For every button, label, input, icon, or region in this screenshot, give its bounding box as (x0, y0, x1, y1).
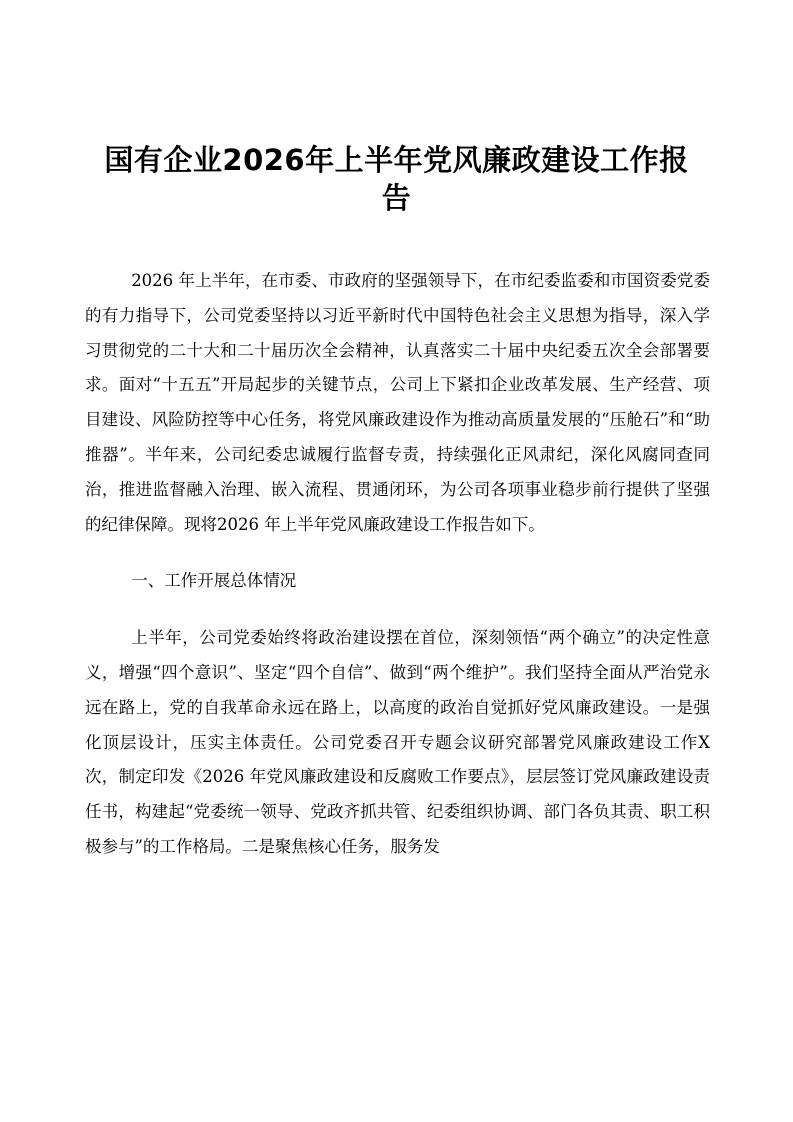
intro-paragraph: 2026 年上半年，在市委、市政府的坚强领导下，在市纪委监委和市国资委党委的有力指导下，公司党委坚持以习近平新时代中国特色社会主义思想为指导，深入学习贯彻党的二十大和二十届历次全会精神，认真落实二十届中央纪委五次全会部署要求。面对“十五五”开局起步的关键节点，公司上下紧扣企业改革发展、生产经营、项目建设、风险防控等中心任务，将党风廉政建设作为推动高质量发展的“压舱石”和“助推器”。半年来，公司纪委忠诚履行监督专责，持续强化正风肃纪，深化风腐同查同治，推进监督融入治理、嵌入流程、贯通闭环，为公司各项事业稳步前行提供了坚强的纪律保障。现将2026 年上半年党风廉政建设工作报告如下。 (85, 271, 710, 534)
section-paragraph: 上半年，公司党委始终将政治建设摆在首位，深刻领悟“两个确立”的决定性意义，增强“四个意识”、坚定“四个自信”、做到“两个维护”。我们坚持全面从严治党永远在路上，党的自我革命永远在路上，以高度的政治自觉抓好党风廉政建设。一是强化顶层设计，压实主体责任。公司党委召开专题会议研究部署党风廉政建设工作X 次，制定印发《2026 年党风廉政建设和反腐败工作要点》，层层签订党风廉政建设责任书，构建起“党委统一领导、党政齐抓共管、纪委组织协调、部门各负其责、职工积极参与”的工作格局。二是聚焦核心任务，服务发 (85, 628, 710, 856)
document-title: 国有企业2026年上半年党风廉政建设工作报告 (104, 143, 689, 215)
document-body (85, 264, 710, 887)
section-heading: 一、工作开展总体情况 (131, 571, 297, 591)
